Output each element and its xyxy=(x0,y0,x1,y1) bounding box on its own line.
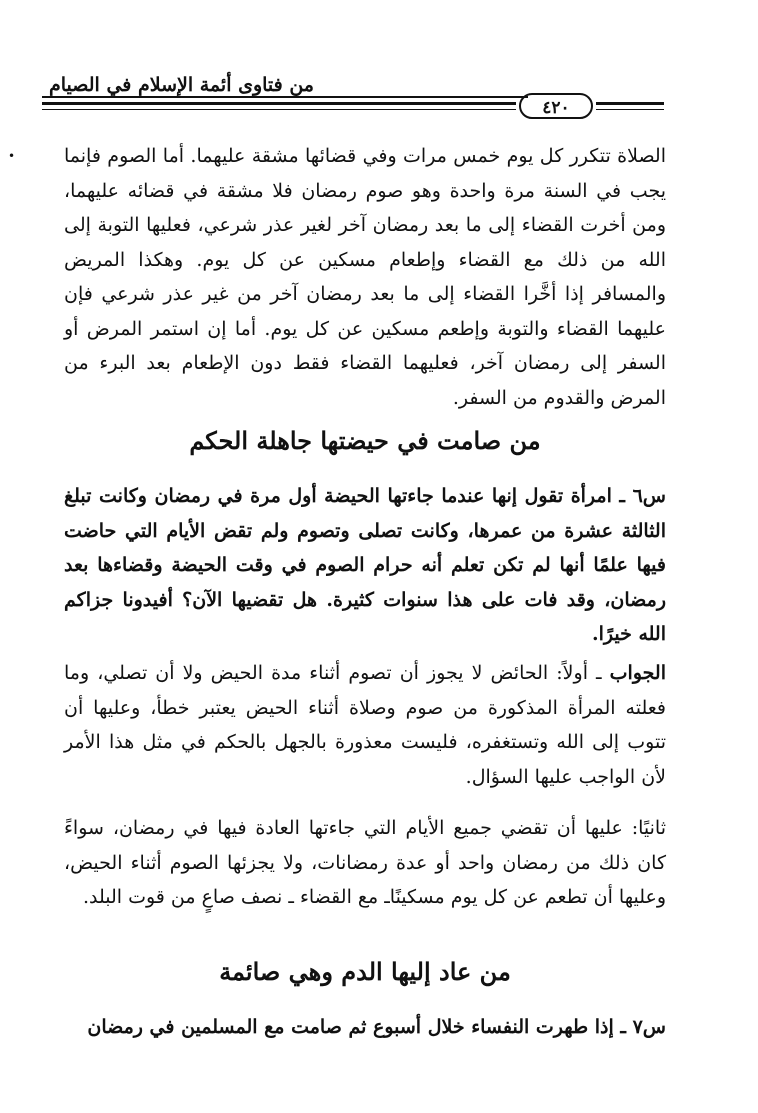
answer-label: الجواب xyxy=(609,662,666,684)
paragraph-block1 xyxy=(64,139,666,415)
header-rule-top xyxy=(42,96,528,98)
header-rule-right-thick xyxy=(596,102,664,105)
section-heading-2: من عاد إليها الدم وهي صائمة xyxy=(219,957,511,986)
header-rule-left-thick xyxy=(42,102,516,105)
question-7-text: س٧ ـ إذا طهرت النفساء خلال أسبوع ثم صامت مع المسلمين في رمضان xyxy=(87,1016,666,1038)
question-6-text: س٦ ـ امرأة تقول إنها عندما جاءتها الحيضة أول مرة في رمضان وكانت تبلغ الثالثة عشرة من عمرها، وكانت تصلى وتصوم ولم تقض الأيام التي حاضت فيها علمًا أنها لم تكن تعلم أنه حرام الصوم في وقت الحيضة وقضاءها بعد رمضان، وقد فات على هذا سنوات كثيرة. هل تقضيها الآن؟ أفيدونا جزاكم الله خيرًا. xyxy=(64,485,666,645)
answer-6-part-1-text: ـ أولاً: الحائض لا يجوز أن تصوم أثناء مدة الحيض ولا أن تصلي، وما فعلته المرأة المذكورة من صوم وصلاة أثناء الحيض يعتبر خطأ، وعليها أن تتوب إلى الله وتستغفره، فليست معذورة بالجهل بالحكم في مثل هذا الأمر لأن الواجب عليها السؤال. xyxy=(64,662,666,788)
margin-mark: • xyxy=(8,149,16,163)
running-title: من فتاوى أئمة الإسلام في الصيام xyxy=(49,74,314,96)
header-rule-left-thin xyxy=(42,109,516,110)
answer-6-part-2 xyxy=(64,811,666,915)
answer-6-part-2-text: ثانيًا: عليها أن تقضي جميع الأيام التي جاءتها العادة فيها في رمضان، سواءً كان ذلك من رمضان واحد أو عدة رمضانات، ولا يجزئها الصوم أثناء الحيض، وعليها أن تطعم عن كل يوم مسكينًاـ مع القضاء ـ نصف صاعٍ من قوت البلد. xyxy=(64,817,666,908)
header-rule-right-thin xyxy=(596,109,664,110)
answer-6-part-1 xyxy=(64,656,666,794)
question-6 xyxy=(64,479,666,652)
question-7 xyxy=(64,1010,666,1045)
section-heading-1: من صامت في حيضتها جاهلة الحكم xyxy=(189,426,541,455)
paragraph-text: الصلاة تتكرر كل يوم خمس مرات وفي قضائها مشقة عليهما. أما الصوم فإنما يجب في السنة مرة واحدة وهو صوم رمضان فلا مشقة في قضائه عليهما، ومن أخرت القضاء إلى ما بعد رمضان آخر لغير عذر شرعي، فعليها التوبة إلى الله من ذلك مع القضاء وإطعام مسكين عن كل يوم. وهكذا المريض والمسافر إذا أخَّرا القضاء إلى ما بعد رمضان آخر من غير عذر شرعي فإن عليهما القضاء والتوبة وإطعم مسكين عن كل يوم. أما إن استمر المرض أو السفر إلى رمضان آخر، فعليهما القضاء فقط دون الإطعام بعد البرء من المرض والقدوم من السفر. xyxy=(64,145,666,409)
page-number: ٤٢٠ xyxy=(519,93,593,119)
